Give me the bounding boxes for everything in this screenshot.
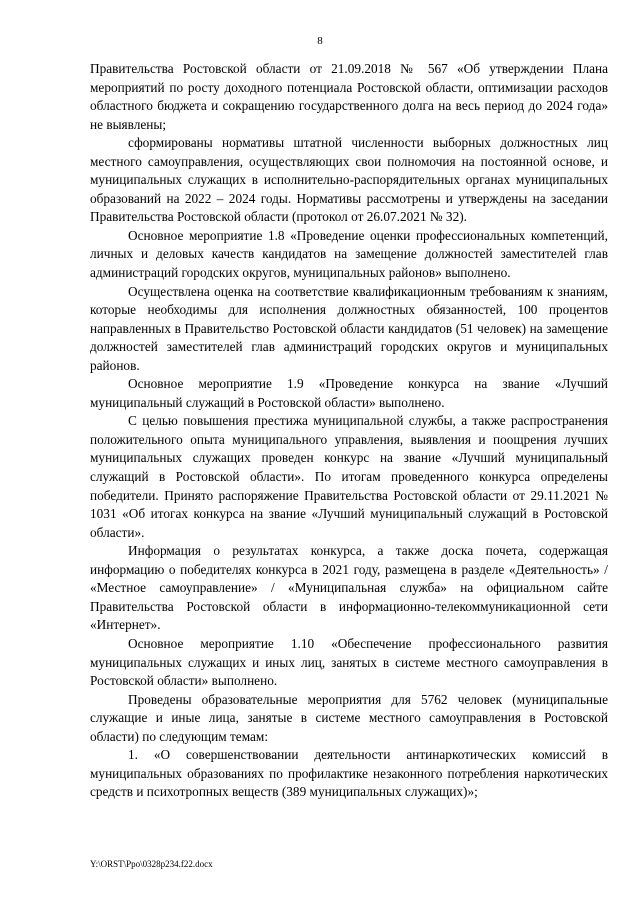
paragraph-contest: С целью повышения престижа муниципальной службы, а также распространения положительного опыта муниципального управления, выявления и поощрения лучших муниципальных служащих проведен конкурс на звание «Лучший муниципальный служащий в Ростовской области». По итогам проведенного конкурса определены победители. Принято распоряжение Правительства Ростовской области от 29.11.2021 № 1031 «Об итогах конкурса на звание «Лучший муниципальный служащий в Ростовской области». [90, 413, 608, 540]
paragraph-staffing-norms: сформированы нормативы штатной численности выборных должностных лиц местного самоуправления, осуществляющих свои полномочия на постоянной основе, и муниципальных служащих в исполнительно-распорядительных органах муниципальных образований на 2022 – 2024 годы. Нормативы рассмотрены и утверждены на заседании Правительства Ростовской области (протокол от 26.07.2021 № 32). [90, 135, 608, 225]
paragraph-continuation: Правительства Ростовской области от 21.09.2018 № 567 «Об утверждении Плана мероприятий по росту доходного потенциала Ростовской области, оптимизации расходов областного бюджета и сокращению государственного долга на весь период до 2024 года» не выявлены; [90, 61, 608, 132]
footer-file-path: Y:\ORST\Ppo\0328p234.f22.docx [90, 859, 213, 869]
paragraph-contest-info: Информация о результатах конкурса, а также доска почета, содержащая информацию о победителях конкурса в 2021 году, размещена в разделе «Деятельность» / «Местное самоуправление» / «Муниципальная служба» на официальном сайте Правительства Ростовской области в информационно-телекоммуникационной сети «Интернет». [90, 543, 608, 633]
paragraph-measure-1-8: Основное мероприятие 1.8 «Проведение оценки профессиональных компетенций, личных и деловых качеств кандидатов на замещение должностей заместителей глав администраций городских округов, муниципальных районов» выполнено. [90, 227, 608, 281]
body-text [90, 60, 608, 802]
paragraph-assessment: Осуществлена оценка на соответствие квалификационным требованиям к знаниям, которые необходимы для исполнения должностных обязанностей, 100 процентов направленных в Правительство Ростовской области кандидатов (51 человек) на замещение должностей заместителей глав администраций городских округов и муниципальных районов. [90, 283, 608, 373]
paragraph-measure-1-9: Основное мероприятие 1.9 «Проведение конкурса на звание «Лучший муниципальный служащий в Ростовской области» выполнено. [90, 376, 608, 410]
paragraph-measure-1-10: Основное мероприятие 1.10 «Обеспечение профессионального развития муниципальных служащих и иных лиц, занятых в системе местного самоуправления в Ростовской области» выполнено. [90, 635, 608, 689]
page-number: 8 [317, 35, 323, 47]
paragraph-topic-1: 1. «О совершенствовании деятельности антинаркотических комиссий в муниципальных образованиях по профилактике незаконного потребления наркотических средств и психотропных веществ (389 муниципальных служащих)»; [90, 747, 608, 800]
paragraph-education: Проведены образовательные мероприятия для 5762 человек (муниципальные служащие и иные лица, занятые в системе местного самоуправления в Ростовской области) по следующим темам: [90, 691, 608, 744]
